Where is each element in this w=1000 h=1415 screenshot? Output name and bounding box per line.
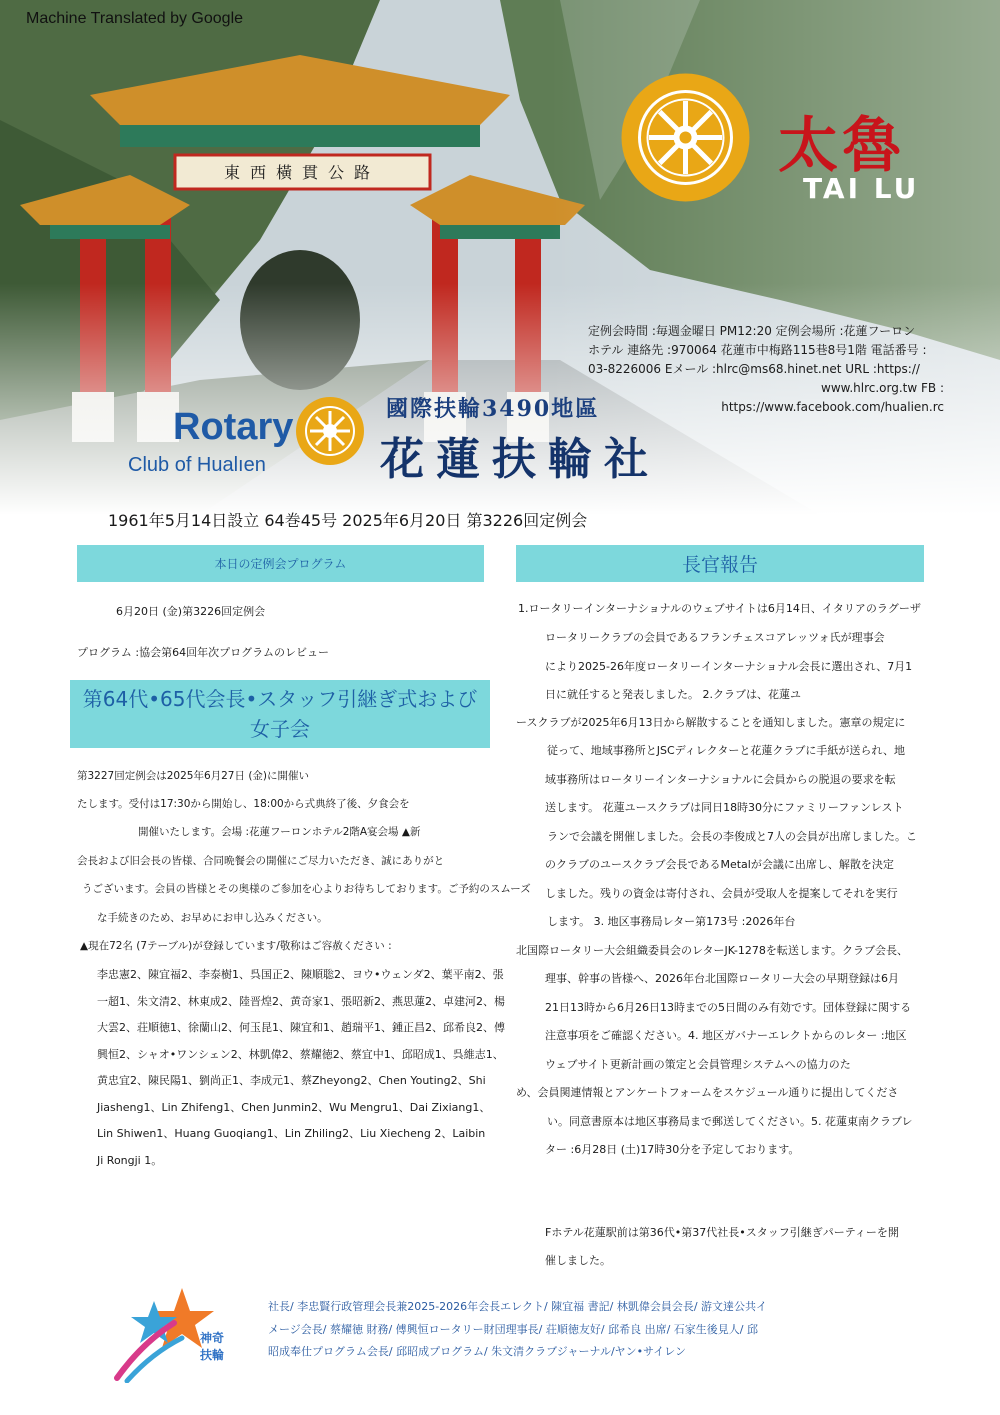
officer-line: 昭成奉仕プログラム会長/ 邱昭成プログラム/ 朱文清クラブジャーナル/ヤン•サイレン (268, 1345, 687, 1358)
handover-text: な手続きのため、お早めにお申し込みください。 (97, 912, 328, 924)
officer-line: 社長/ 李忠賢行政管理会長兼2025-2026年会長エレクト/ 陳宜福 書記/ 林凱偉会員会長/ 游文達公共イ (268, 1300, 768, 1313)
governor-line: ター :6月28日 (土)17時30分を予定しております。 (545, 1143, 800, 1156)
magic-rotary-label-line: 扶輪 (200, 1348, 225, 1362)
governor-line: ウェブサイト更新計画の策定と会員管理システムへの協力のた (545, 1058, 851, 1071)
member-line: Ji Rongji 1。 (97, 1153, 163, 1167)
club-logo-rotary: Rotary (173, 406, 294, 448)
issue-line: 1961年5月14日設立 64巻45号 2025年6月20日 第3226回定例会 (108, 511, 588, 530)
governor-line: 注意事項をご確認ください。4. 地区ガバナーエレクトからのレター :地区 (545, 1029, 907, 1042)
governor-line: します。 3. 地区事務局レター第173号 :2026年台 (547, 915, 796, 928)
program-heading (77, 545, 484, 582)
governor-line: 21日13時から6月26日13時までの5日間のみ有効です。団体登録に関する (545, 1001, 912, 1014)
governor-line: 域事務所はロータリーインターナショナルに会員からの脱退の要求を転 (545, 773, 896, 786)
tai-lu-title-en: TAI LU (803, 172, 920, 205)
meeting-info-line: 03-8226006 Eメール :hlrc@ms68.hinet.net URL :https:// (588, 362, 920, 376)
magic-rotary-label (200, 1330, 224, 1364)
governor-line: のクラブのユースクラブ会長であるMetalが会議に出席し、解散を決定 (545, 858, 894, 871)
governor-line: ロータリークラブの会員であるフランチェスコアレッツォ氏が理事会 (545, 631, 885, 644)
member-line: 興恒2、シャオ•ワンシェン2、林凱偉2、蔡耀徳2、蔡宜中1、邱昭成1、呉維志1、 (97, 1047, 504, 1061)
governor-line: しました。残りの資金は寄付され、会員が受取人を提案してそれを実行 (545, 887, 898, 900)
program-line: プログラム :協会第64回年次プログラムのレビュー (77, 646, 329, 659)
governor-line: 日に就任すると発表しました。 2.クラブは、花蓮ユ (545, 688, 801, 701)
governor-line: 従って、地域事務所とJSCディレクターと花蓮クラブに手紙が送られ、地 (547, 744, 906, 757)
machine-translated-label: Machine Translated by Google (26, 10, 244, 27)
handover-heading-line: 女子会 (250, 717, 310, 741)
handover-text: うございます。会員の皆様とその奥様のご参加を心よりお待ちしております。ご予約のスムーズ (82, 883, 531, 895)
governor-line: 1.ロータリーインターナショナルのウェブサイトは6月14日、イタリアのラグーザ (518, 602, 921, 615)
handover-text: 第3227回定例会は2025年6月27日 (金)に開催い (77, 770, 310, 782)
handover-text: たします。受付は17:30から開始し、18:00から式典終了後、夕食会を (77, 798, 410, 810)
handover-heading (70, 680, 490, 748)
meeting-info-line: www.hlrc.org.tw FB : (821, 381, 944, 395)
member-list (97, 962, 505, 1174)
governor-line: により2025-26年度ロータリーインターナショナル会長に選出され、7月1 (545, 660, 913, 673)
member-line: 李忠憲2、陳宜福2、李泰樹1、呉国正2、陳順聡2、ヨウ•ウェンダ2、葉平南2、張 (97, 968, 504, 981)
rotary-wheel-icon (618, 70, 753, 205)
governor-report-heading-text: 長官報告 (681, 554, 758, 576)
magic-rotary-label-line: 神奇 (200, 1331, 225, 1345)
meeting-info (588, 322, 944, 417)
governor-closing-line: Fホテル花蓮駅前は第36代•第37代社長•スタッフ引継ぎパーティーを開 (545, 1226, 899, 1239)
meeting-info-line: https://www.facebook.com/hualien.rc (721, 400, 944, 414)
club-logo-hualien: Club of Hualıen (128, 454, 266, 476)
governor-line: 理事、幹事の皆様へ、2026年台北国際ロータリー大会の早期登録は6月 (545, 972, 899, 985)
meeting-info-line: ホテル 連絡先 :970064 花蓮市中梅路115巷8号1階 電話番号 : (588, 343, 927, 357)
officer-list (268, 1296, 788, 1364)
governor-line: 送します。 花蓮ユースクラブは同日18時30分にファミリーファンレスト (545, 801, 904, 814)
registration-note: ▲現在72名 (7テーブル)が登録しています/敬称はご容赦ください : (80, 940, 392, 952)
handover-text: 開催いたします。会場 :花蓮フーロンホテル2階A宴会場 ▲新 (138, 826, 421, 838)
handover-text: 会長および旧会長の皆様、合同晩餐会の開催にご尽力いただき、誠にありがと (77, 855, 445, 867)
member-line: 一超1、朱文清2、林東成2、陸晋煌2、黄奇家1、張昭新2、燕思蓮2、卓建河2、楊 (97, 994, 505, 1008)
handover-heading-line: 第64代•65代会長•スタッフ引継ぎ式および (82, 687, 478, 711)
program-heading-text: 本日の定例会プログラム (214, 557, 347, 571)
member-line: Jiasheng1、Lin Zhifeng1、Chen Junmin2、Wu Mengru1、Dai Zixiang1、 (97, 1100, 491, 1114)
governor-closing-line: 催しました。 (545, 1254, 611, 1267)
member-line: 大雲2、荘順徳1、徐蘭山2、何玉昆1、陳宜和1、趙瑞平1、鍾正昌2、邱希良2、傅 (97, 1021, 505, 1034)
tai-lu-title-cn: 太魯 (778, 111, 906, 181)
club-title-cn: 花蓮扶輪社 (380, 434, 660, 485)
gate-sign: 東西橫貫公路 (223, 163, 381, 182)
member-line: 黄忠宜2、陳民陽1、劉尚正1、李成元1、蔡Zheyong2、Chen Youting2、Shi (97, 1074, 486, 1087)
officer-line: メージ会長/ 蔡耀徳 財務/ 傅興恒ロータリー財団理事長/ 荘順徳友好/ 邱希良 出席/ 石家生後見人/ 邱 (268, 1322, 758, 1336)
district-title: 國際扶輪3490地區 (386, 396, 600, 422)
governor-line: ースクラブが2025年6月13日から解散することを通知しました。憲章の規定に (516, 716, 906, 729)
meeting-info-line: 定例会時間 :毎週金曜日 PM12:20 定例会場所 :花蓮フーロン (588, 324, 916, 338)
governor-line: い。同意書原本は地区事務局まで郵送してください。5. 花蓮東南クラブレ (547, 1115, 913, 1128)
governor-report-heading (516, 545, 924, 582)
header-banner (0, 0, 1000, 515)
governor-line: め、会員関連情報とアンケートフォームをスケジュール通りに提出してくださ (516, 1086, 899, 1099)
member-line: Lin Shiwen1、Huang Guoqiang1、Lin Zhiling2、Liu Xiecheng 2、Laibin (97, 1127, 486, 1140)
rotary-wheel-small-icon (294, 395, 366, 467)
program-date: 6月20日 (金)第3226回定例会 (116, 605, 266, 618)
governor-line: 北国際ロータリー大会組織委員会のレターJK-1278を転送します。クラブ会長、 (516, 944, 908, 957)
governor-line: ランで会議を開催しました。会長の李俊成と7人の会員が出席しました。こ (547, 830, 917, 843)
